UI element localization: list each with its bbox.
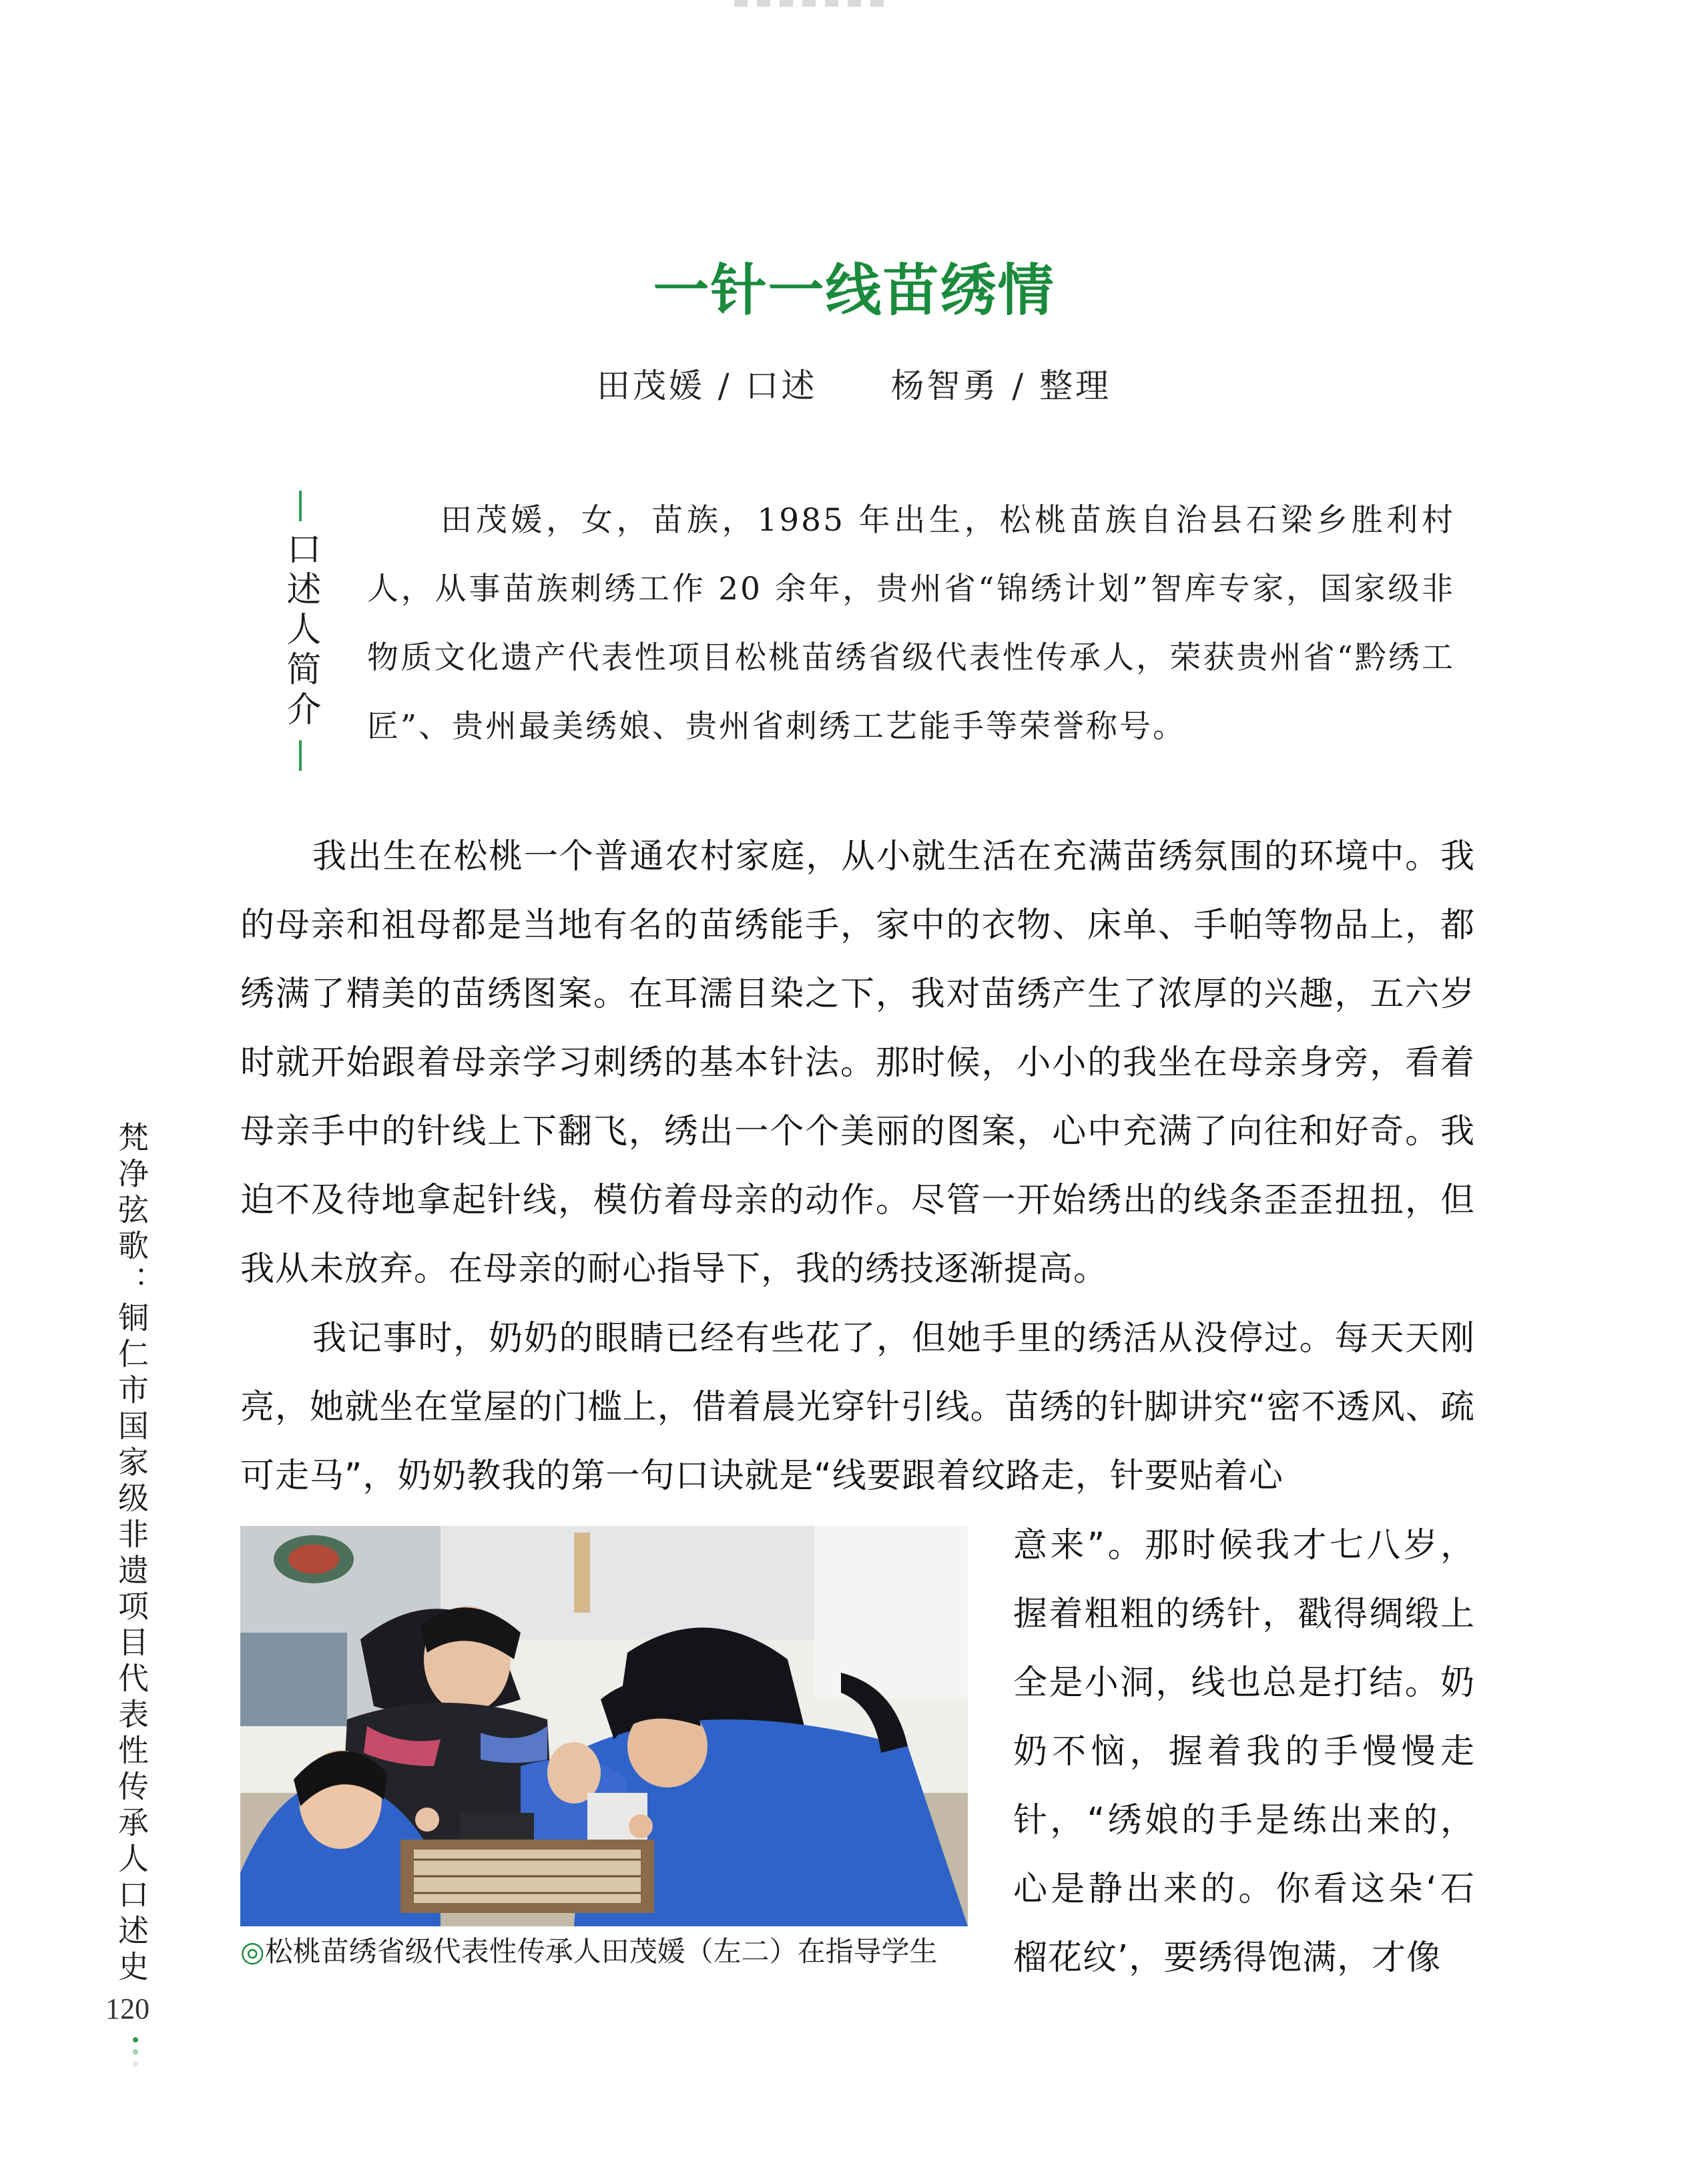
intro-label-bottom-bar <box>299 740 302 771</box>
body-paragraph-2-continued: 意来”。那时候我才七八岁，握着粗粗的绣针，戳得绸缎上全是小洞，线也总是打结。奶奶不恼，握着我的手慢慢走针，“绣娘的手是练出来的，心是静出来的。你看这朵‘石榴花纹’，要绣得饱满，才像 <box>1013 1526 1475 1978</box>
caption-marker-icon: ◎ <box>240 1935 265 1968</box>
body-paragraph-1: 我出生在松桃一个普通农村家庭，从小就生活在充满苗绣氛围的环境中。我的母亲和祖母都是当地有名的苗绣能手，家中的衣物、床单、手帕等物品上，都绣满了精美的苗绣图案。在耳濡目染之下，我对苗绣产生了浓厚的兴趣，五六岁时就开始跟着母亲学习刺绣的基本针法。那时候，小小的我坐在母亲身旁，看着母亲手中的针线上下翻飞，绣出一个个美丽的图案，心中充满了向往和好奇。我迫不及待地拿起针线，模仿着母亲的动作。尽管一开始绣出的线条歪歪扭扭，但我从未放弃。在母亲的耐心指导下，我的绣技逐渐提高。 <box>240 837 1475 1289</box>
embroidery-teaching-photo <box>240 1526 968 1926</box>
intro-label-top-bar <box>299 491 302 521</box>
top-page-mark <box>734 0 888 7</box>
caption-text: 松桃苗绣省级代表性传承人田茂媛（左二）在指导学生 <box>264 1935 938 1968</box>
narrator-intro: 田茂媛，女，苗族，1985 年出生，松桃苗族自治县石梁乡胜利村人，从事苗族刺绣工作 20 余年，贵州省“锦绣计划”智库专家，国家级非物质文化遗产代表性项目松桃苗绣省级代表性传承人，荣获贵州省“黔绣工匠”、贵州最美绣娘、贵州省刺绣工艺能手等荣誉称号。 <box>367 502 1455 745</box>
body-paragraph-2: 我记事时，奶奶的眼睛已经有些花了，但她手里的绣活从没停过。每天天刚亮，她就坐在堂屋的门槛上，借着晨光穿针引线。苗绣的针脚讲究“密不透风、疏可走马”，奶奶教我的第一句口诀就是“线要跟着纹路走，针要贴着心 <box>240 1319 1475 1496</box>
editor-credit: 杨智勇 / 整理 <box>890 366 1112 405</box>
ornament-dot <box>133 2049 138 2055</box>
ornament-dot <box>133 2037 138 2042</box>
page-number: 120 <box>105 1992 150 2025</box>
photo-caption <box>240 1932 988 1972</box>
ornament-dot <box>133 2061 138 2067</box>
intro-label-text: 口述人简介 <box>280 531 320 731</box>
narrator-credit: 田茂媛 / 口述 <box>596 366 818 405</box>
article-title: 一针一线苗绣情 <box>653 257 1055 323</box>
byline <box>0 359 1708 407</box>
page-dots-ornament <box>131 2037 140 2067</box>
intro-label <box>280 491 320 771</box>
running-book-title: 梵净弦歌：铜仁市国家级非遗项目代表性传承人口述史 <box>113 1121 150 1986</box>
